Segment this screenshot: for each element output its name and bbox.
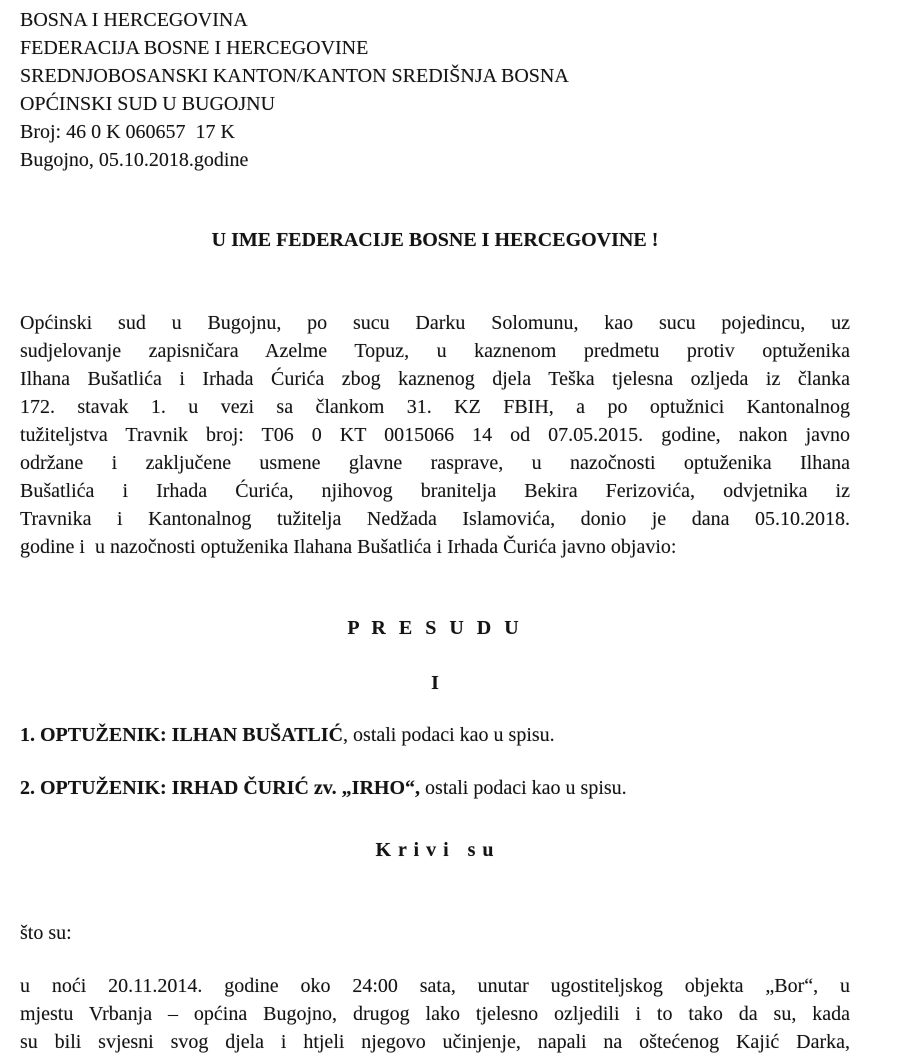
accused-1-name: 1. OPTUŽENIK: ILHAN BUŠATLIĆ xyxy=(20,724,344,746)
header-line-country: BOSNA I HERCEGOVINA xyxy=(20,9,248,31)
accused-2-name: 2. OPTUŽENIK: IRHAD ČURIĆ zv. „IRHO“, xyxy=(20,777,421,799)
court-header xyxy=(20,6,850,174)
accused-item-1 xyxy=(20,721,850,749)
facts-paragraph-line: u noći 20.11.2014. godine oko 24:00 sata, unutar ugostiteljskog objekta „Bor“, u xyxy=(20,975,850,997)
verdict-heading: P R E S U D U xyxy=(347,617,523,639)
intro-paragraph-line: Ilhana Bušatlića i Irhada Ćurića zbog kaznenog djela Teška tjelesna ozljeda iz članka xyxy=(20,368,850,390)
guilty-heading: K r i v i s u xyxy=(375,839,495,861)
guilt-intro: što su: xyxy=(20,922,72,944)
place-and-date: Bugojno, 05.10.2018.godine xyxy=(20,149,249,171)
intro-paragraph-line: godine i u nazočnosti optuženika Ilahana Bušatlića i Irhada Čurića javno objavio: xyxy=(20,536,677,558)
header-line-federation: FEDERACIJA BOSNE I HERCEGOVINE xyxy=(20,37,369,59)
intro-paragraph-line: Općinski sud u Bugojnu, po sucu Darku Solomunu, kao sucu pojedincu, uz xyxy=(20,312,850,334)
intro-paragraph-line: održane i zaključene usmene glavne rasprave, u nazočnosti optuženika Ilhana xyxy=(20,452,850,474)
facts-paragraph-line: mjestu Vrbanja – općina Bugojno, drugog lako tjelesno ozljedili i to tako da su, kada xyxy=(20,1003,850,1025)
header-line-court: OPĆINSKI SUD U BUGOJNU xyxy=(20,93,276,115)
intro-paragraph-line: Bušatlića i Irhada Ćurića, njihovog branitelja Bekira Ferizovića, odvjetnika iz xyxy=(20,480,850,502)
document-title: U IME FEDERACIJE BOSNE I HERCEGOVINE ! xyxy=(211,229,659,251)
facts-paragraph-line: su bili svjesni svog djela i htjeli njegovo učinjenje, napali na oštećenog Kajić Darka, xyxy=(20,1031,850,1053)
case-number: Broj: 46 0 K 060657 17 K xyxy=(20,121,235,143)
intro-paragraph xyxy=(20,309,850,561)
header-line-canton: SREDNJOBOSANSKI KANTON/KANTON SREDIŠNJA BOSNA xyxy=(20,65,569,87)
accused-item-2 xyxy=(20,774,850,802)
accused-1-details: , ostali podaci kao u spisu. xyxy=(343,724,555,746)
intro-paragraph-line: Travnika i Kantonalnog tužitelja Nedžada Islamovića, donio je dana 05.10.2018. xyxy=(20,508,850,530)
facts-paragraph xyxy=(20,972,850,1056)
intro-paragraph-line: tužiteljstva Travnik broj: T06 0 KT 0015066 14 od 07.05.2015. godine, nakon javno xyxy=(20,424,850,446)
section-number: I xyxy=(431,672,439,694)
accused-2-details: ostali podaci kao u spisu. xyxy=(420,777,627,799)
intro-paragraph-line: sudjelovanje zapisničara Azelme Topuz, u kaznenom predmetu protiv optuženika xyxy=(20,340,850,362)
intro-paragraph-line: 172. stavak 1. u vezi sa člankom 31. KZ FBIH, a po optužnici Kantonalnog xyxy=(20,396,850,418)
